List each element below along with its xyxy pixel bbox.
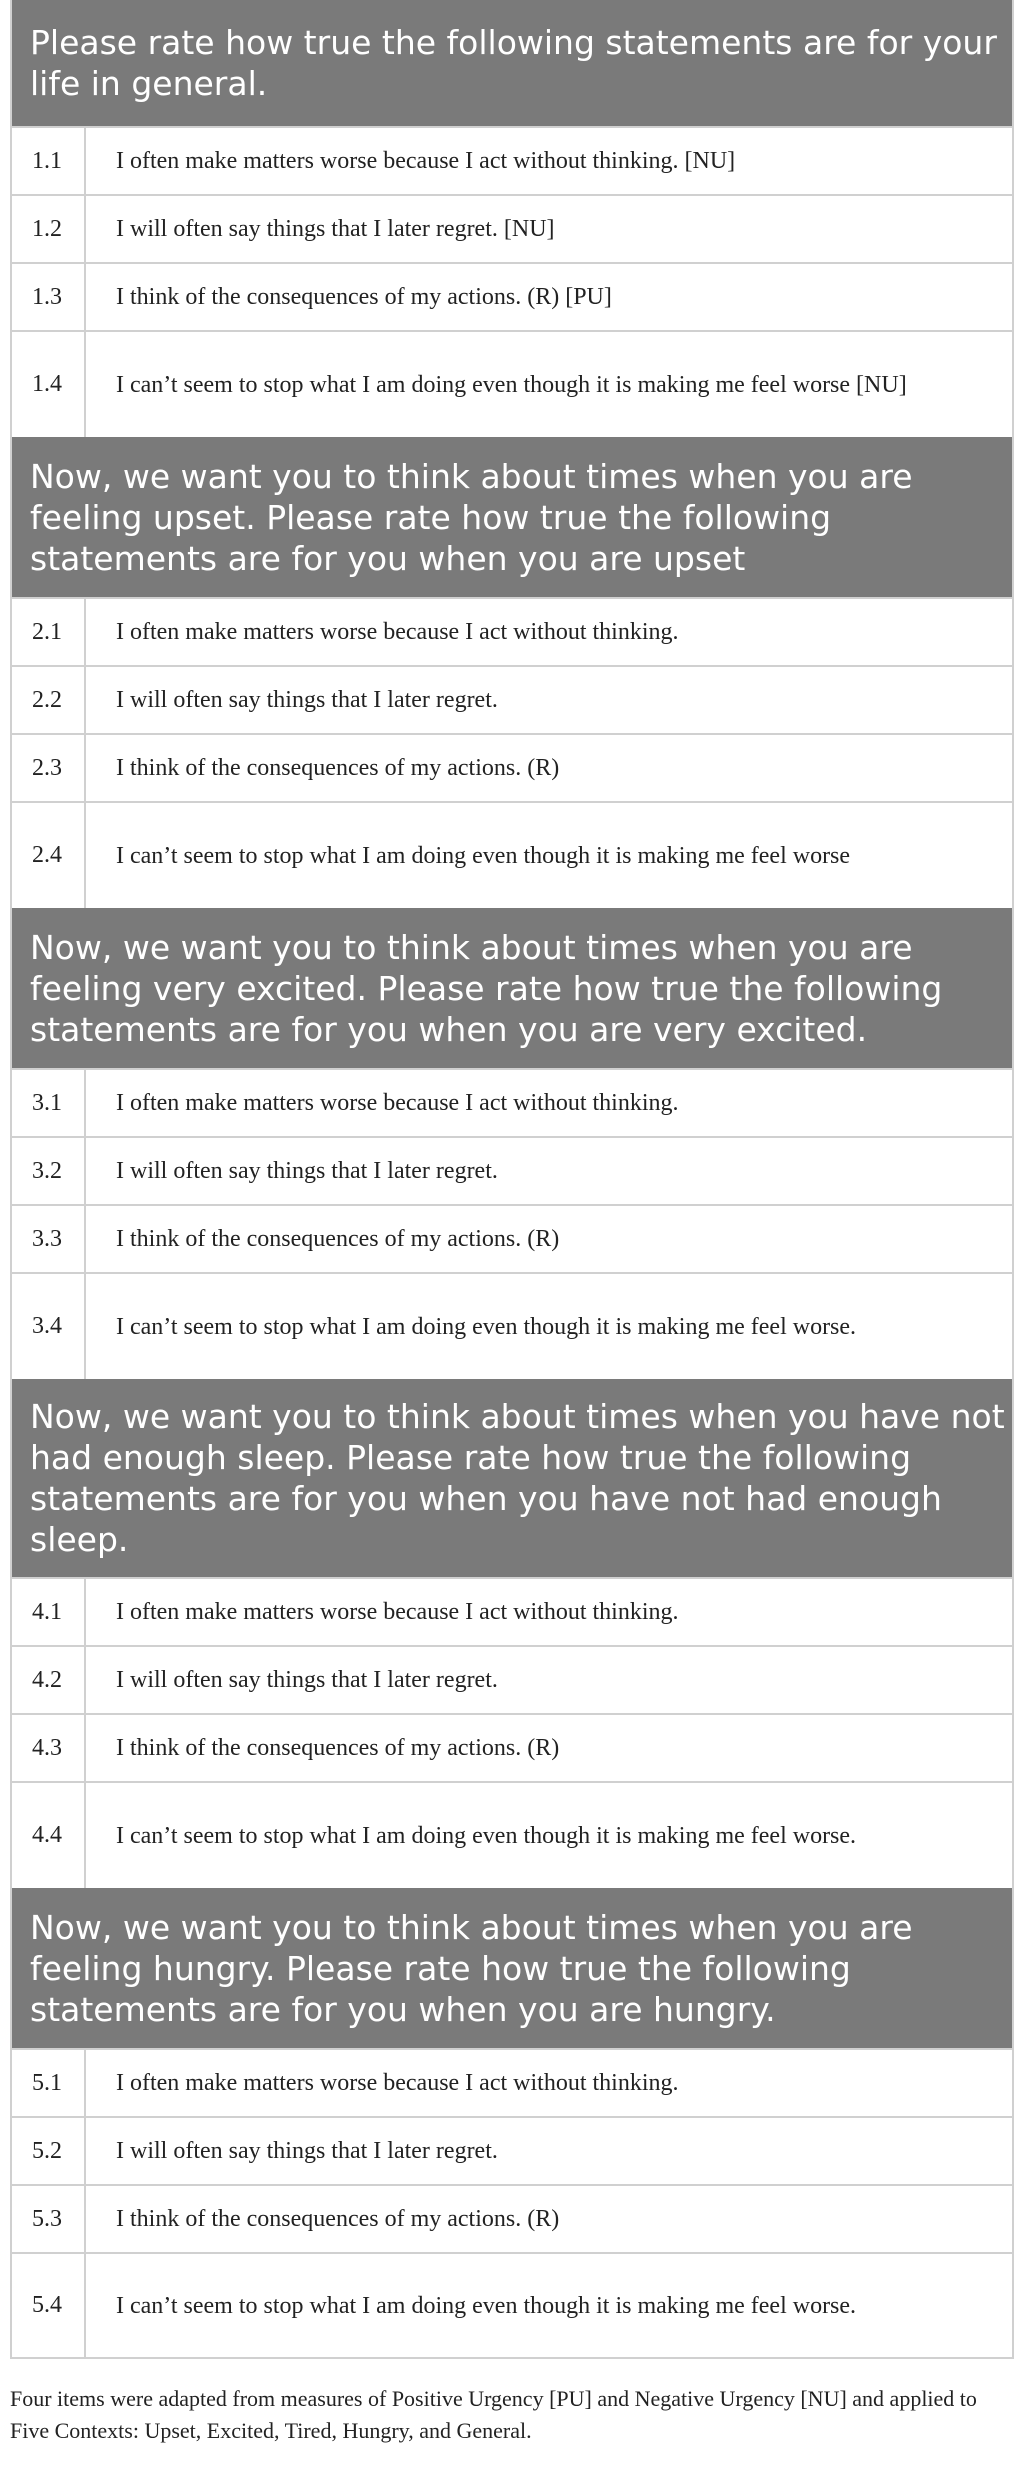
table-row [12, 2048, 1012, 2116]
table-row [12, 1577, 1012, 1645]
item-statement: I often make matters worse because I act without thinking. [116, 2070, 679, 2096]
item-number: 5.2 [12, 2118, 86, 2184]
item-text [86, 667, 1012, 733]
item-statement: I will often say things that I later regret. [116, 1158, 498, 1184]
item-number: 4.2 [12, 1647, 86, 1713]
section-header-text: Now, we want you to think about times when you are feeling upset. Please rate how true the following statements are for you when you are upset [30, 456, 913, 578]
table-row [12, 801, 1012, 908]
item-statement: I can’t seem to stop what I am doing even though it is making me feel worse. [116, 2292, 857, 2319]
item-text [86, 1715, 1012, 1781]
item-number: 2.3 [12, 735, 86, 801]
item-number: 3.2 [12, 1138, 86, 1204]
section-header [12, 1888, 1012, 2048]
section-header-text: Now, we want you to think about times when you have not had enough sleep. Please rate how true the following statements are for you when you have not had enough sleep. [30, 1397, 1005, 1559]
item-statement: I will often say things that I later regret. [116, 1667, 498, 1693]
table-row [12, 597, 1012, 665]
item-statement: I will often say things that I later regret. [116, 687, 498, 713]
item-text [86, 1647, 1012, 1713]
item-number: 5.1 [12, 2050, 86, 2116]
item-statement: I think of the consequences of my actions. (R) [PU] [116, 284, 612, 310]
table-row [12, 330, 1012, 437]
survey-table [10, 0, 1014, 2359]
item-text [86, 2050, 1012, 2116]
item-number: 4.1 [12, 1579, 86, 1645]
section-header [12, 0, 1012, 126]
item-number: 1.3 [12, 264, 86, 330]
item-statement: I can’t seem to stop what I am doing even though it is making me feel worse. [116, 1822, 857, 1849]
table-row [12, 1781, 1012, 1888]
item-text [86, 735, 1012, 801]
item-number: 4.3 [12, 1715, 86, 1781]
item-number: 3.4 [12, 1274, 86, 1379]
item-statement: I think of the consequences of my actions. (R) [116, 2206, 560, 2232]
table-footnote: Four items were adapted from measures of Positive Urgency [PU] and Negative Urgency [NU] and applied to Five Contexts: Upset, Excited, Tired, Hungry, and General. [10, 2386, 977, 2443]
item-statement: I often make matters worse because I act without thinking. [116, 1090, 679, 1116]
item-statement: I often make matters worse because I act without thinking. [NU] [116, 148, 736, 174]
item-number: 2.2 [12, 667, 86, 733]
item-number: 5.3 [12, 2186, 86, 2252]
table-row [12, 1645, 1012, 1713]
item-statement: I can’t seem to stop what I am doing even though it is making me feel worse [NU] [116, 371, 907, 398]
table-row [12, 1272, 1012, 1379]
item-number: 5.4 [12, 2254, 86, 2357]
item-statement: I often make matters worse because I act without thinking. [116, 1599, 679, 1625]
section-header-text: Now, we want you to think about times when you are feeling hungry. Please rate how true the following statements are for you when you are hungry. [30, 1907, 913, 2029]
item-number: 1.1 [12, 128, 86, 194]
item-number: 1.4 [12, 332, 86, 437]
item-text [86, 803, 1012, 908]
item-statement: I think of the consequences of my actions. (R) [116, 755, 560, 781]
item-text [86, 2118, 1012, 2184]
item-statement: I think of the consequences of my actions. (R) [116, 1226, 560, 1252]
item-statement: I can’t seem to stop what I am doing even though it is making me feel worse. [116, 1313, 857, 1340]
item-text [86, 1274, 1012, 1379]
item-statement: I often make matters worse because I act without thinking. [116, 619, 679, 645]
item-text [86, 2254, 1012, 2357]
item-number: 3.1 [12, 1070, 86, 1136]
section-header-text: Now, we want you to think about times when you are feeling very excited. Please rate how true the following statements are for you when you are very excited. [30, 927, 943, 1049]
table-row [12, 1068, 1012, 1136]
item-text [86, 1070, 1012, 1136]
section-header [12, 437, 1012, 597]
item-text [86, 196, 1012, 262]
item-text [86, 2186, 1012, 2252]
table-row [12, 194, 1012, 262]
table-row [12, 733, 1012, 801]
item-number: 1.2 [12, 196, 86, 262]
item-text [86, 1206, 1012, 1272]
table-row [12, 2184, 1012, 2252]
table-row [12, 2116, 1012, 2184]
item-statement: I will often say things that I later regret. [116, 2138, 498, 2164]
item-statement: I will often say things that I later regret. [NU] [116, 216, 555, 242]
item-text [86, 128, 1012, 194]
section-header [12, 908, 1012, 1068]
table-row [12, 1136, 1012, 1204]
table-row [12, 1713, 1012, 1781]
item-text [86, 332, 1012, 437]
item-statement: I think of the consequences of my actions. (R) [116, 1735, 560, 1761]
item-number: 2.1 [12, 599, 86, 665]
item-number: 4.4 [12, 1783, 86, 1888]
table-row [12, 262, 1012, 330]
section-header-text: Please rate how true the following statements are for your life in general. [30, 23, 997, 103]
table-row [12, 1204, 1012, 1272]
item-statement: I can’t seem to stop what I am doing even though it is making me feel worse [116, 842, 851, 869]
section-header [12, 1379, 1012, 1577]
item-number: 2.4 [12, 803, 86, 908]
item-text [86, 1579, 1012, 1645]
item-text [86, 1138, 1012, 1204]
item-text [86, 1783, 1012, 1888]
table-row [12, 2252, 1012, 2359]
table-row [12, 665, 1012, 733]
table-row [12, 126, 1012, 194]
item-number: 3.3 [12, 1206, 86, 1272]
item-text [86, 264, 1012, 330]
item-text [86, 599, 1012, 665]
